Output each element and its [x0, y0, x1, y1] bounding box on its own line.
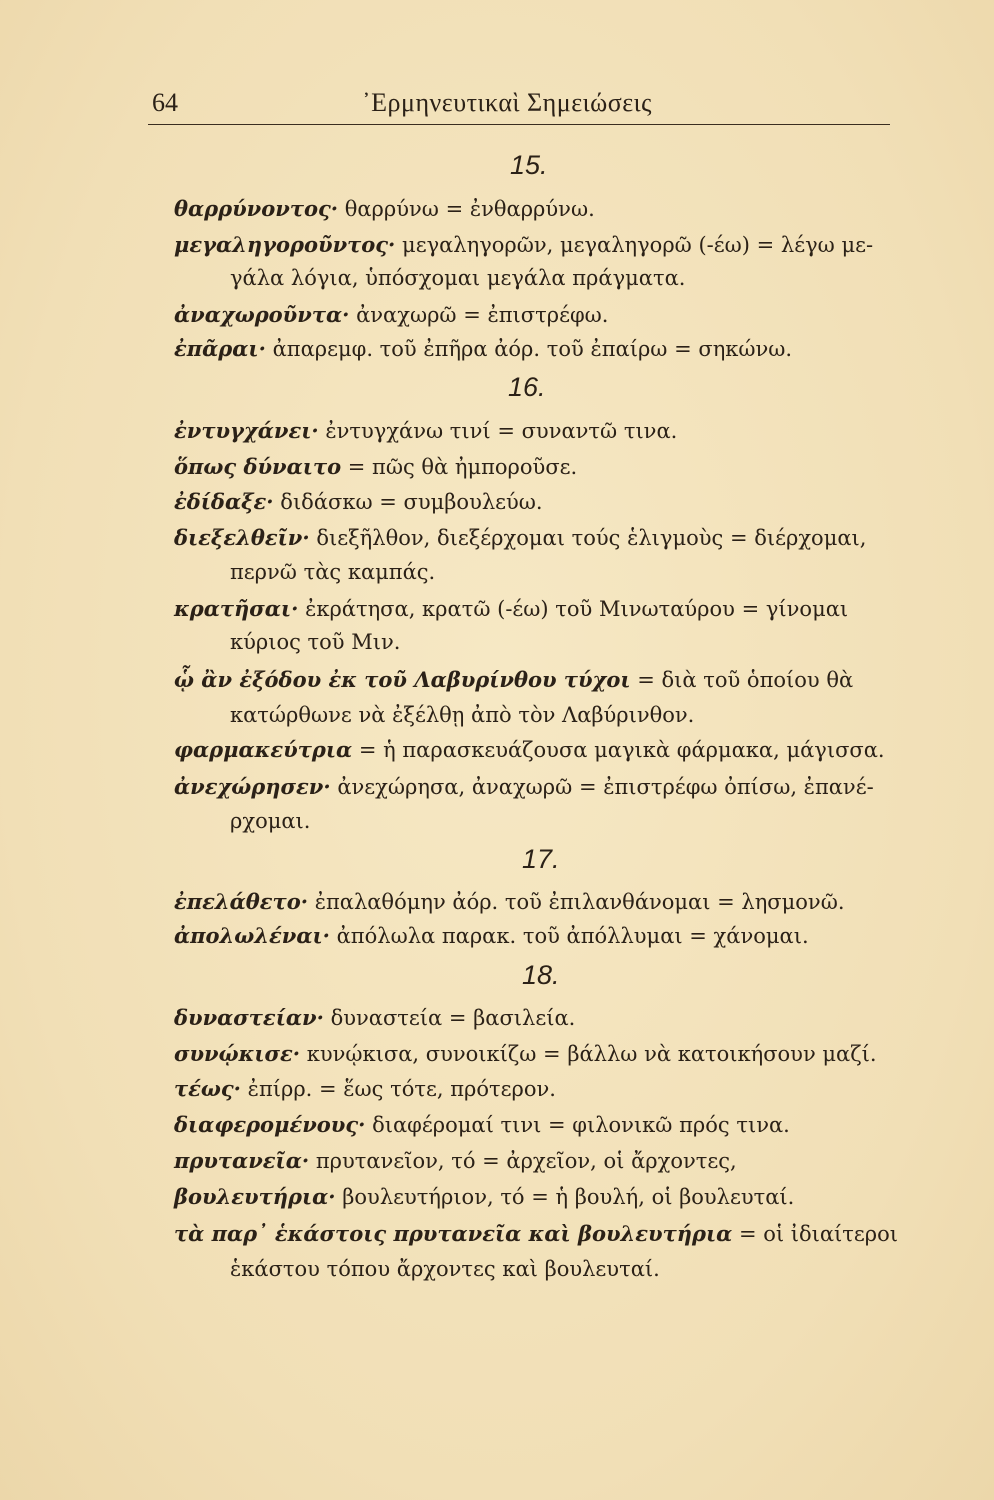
gloss-entry: [174, 1219, 898, 1249]
gloss-entry: [174, 452, 577, 482]
gloss-text: ἀναχωρῶ = ἐπιστρέφω.: [349, 303, 609, 327]
gloss-lemma: τὰ παρ᾿ ἑκάστοις πρυτανεῖα καὶ βουλευτήρια: [174, 1221, 733, 1246]
gloss-continuation: κύριος τοῦ Μιν.: [230, 630, 401, 654]
gloss-text: διεξῆλθον, διεξέρχομαι τούς ἑλιγμοὺς = διέρχομαι,: [309, 526, 867, 550]
page-number: 64: [152, 88, 178, 117]
gloss-continuation: περνῶ τὰς καμπάς.: [230, 560, 436, 584]
gloss-lemma: φαρμακεύτρια: [174, 737, 353, 762]
section-number: 15.: [510, 150, 548, 180]
gloss-lemma: διαφερομένους·: [174, 1112, 366, 1137]
gloss-text: ἐπαλαθόμην ἀόρ. τοῦ ἐπιλανθάνομαι = λησμονῶ.: [308, 890, 845, 914]
gloss-lemma: βουλευτήρια·: [174, 1184, 336, 1209]
gloss-lemma: ἀνεχώρησεν·: [174, 774, 331, 799]
gloss-text: = οἱ ἰδιαίτεροι: [732, 1222, 899, 1246]
gloss-lemma: μεγαληγοροῦντος·: [174, 232, 396, 257]
gloss-text: ἐκράτησα, κρατῶ (-έω) τοῦ Μινωταύρου = γίνομαι: [298, 597, 849, 621]
gloss-entry: [174, 735, 885, 765]
gloss-entry: [174, 194, 595, 224]
gloss-text: πρυτανεῖον, τό = ἀρχεῖον, οἱ ἄρχοντες,: [309, 1149, 737, 1173]
header-rule: [148, 124, 890, 125]
gloss-lemma: ἐντυγχάνει·: [174, 418, 319, 443]
gloss-entry: [174, 416, 677, 446]
gloss-entry: [174, 1003, 575, 1033]
section-number: 17.: [522, 844, 560, 874]
gloss-lemma: ἐδίδαξε·: [174, 489, 274, 514]
gloss-text: = διὰ τοῦ ὁποίου θὰ: [630, 668, 854, 692]
gloss-text: δυναστεία = βασιλεία.: [323, 1006, 576, 1030]
gloss-lemma: κρατῆσαι·: [174, 596, 299, 621]
gloss-lemma: ᾧ ἂν ἐξόδου ἐκ τοῦ Λαβυρίνθου τύχοι: [174, 667, 631, 692]
gloss-entry: [174, 300, 608, 330]
gloss-lemma: ὅπως δύναιτο: [174, 454, 342, 479]
gloss-text: = ἡ παρασκευάζουσα μαγικὰ φάρμακα, μάγισσα.: [352, 738, 885, 762]
gloss-lemma: ἐπελάθετο·: [174, 889, 309, 914]
running-title: ᾿Ερμηνευτικαὶ Σημειώσεις: [362, 88, 652, 117]
gloss-entry: [174, 887, 845, 917]
gloss-lemma: ἀναχωροῦντα·: [174, 302, 350, 327]
gloss-text: θαρρύνω = ἐνθαρρύνω.: [338, 197, 595, 221]
gloss-continuation: κατώρθωνε νὰ ἐξέλθῃ ἀπὸ τὸν Λαβύρινθον.: [230, 703, 695, 727]
gloss-text: ἀπόλωλα παρακ. τοῦ ἀπόλλυμαι = χάνομαι.: [329, 924, 809, 948]
gloss-lemma: ἐπᾶραι·: [174, 336, 266, 361]
gloss-entry: [174, 1039, 877, 1069]
gloss-entry: [174, 487, 543, 517]
gloss-continuation: γάλα λόγια, ὑπόσχομαι μεγάλα πράγματα.: [230, 266, 686, 290]
gloss-text: ἐντυγχάνω τινί = συναντῶ τινα.: [318, 419, 678, 443]
gloss-entry: [174, 772, 874, 802]
gloss-text: διδάσκω = συμβουλεύω.: [273, 490, 543, 514]
gloss-entry: [174, 594, 848, 624]
gloss-text: = πῶς θὰ ἠμποροῦσε.: [341, 455, 578, 479]
gloss-lemma: συνῴκισε·: [174, 1041, 301, 1066]
gloss-entry: [174, 1182, 794, 1212]
gloss-entry: [174, 334, 792, 364]
gloss-text: διαφέρομαί τινι = φιλονικῶ πρός τινα.: [365, 1113, 790, 1137]
gloss-text: ἐπίρρ. = ἕως τότε, πρότερον.: [241, 1077, 556, 1101]
gloss-entry: [174, 665, 853, 695]
gloss-entry: [174, 1110, 790, 1140]
gloss-text: ἀνεχώρησα, ἀναχωρῶ = ἐπιστρέφω ὀπίσω, ἐπανέ-: [330, 775, 874, 799]
gloss-text: ἀπαρεμφ. τοῦ ἐπῆρα ἀόρ. τοῦ ἐπαίρω = σηκώνω.: [265, 337, 793, 361]
gloss-text: κυνῴκισα, συνοικίζω = βάλλω νὰ κατοικήσουν μαζί.: [300, 1042, 877, 1066]
section-number: 16.: [508, 372, 546, 402]
gloss-text: μεγαληγορῶν, μεγαληγορῶ (-έω) = λέγω με-: [395, 233, 874, 257]
gloss-lemma: διεξελθεῖν·: [174, 525, 310, 550]
gloss-entry: [174, 921, 809, 951]
gloss-lemma: τέως·: [174, 1076, 241, 1101]
section-number: 18.: [522, 960, 560, 990]
gloss-entry: [174, 1074, 556, 1104]
gloss-text: βουλευτήριον, τό = ἡ βουλή, οἱ βουλευταί.: [335, 1185, 795, 1209]
gloss-lemma: θαρρύνοντος·: [174, 196, 339, 221]
gloss-entry: [174, 1146, 737, 1176]
gloss-continuation: ἑκάστου τόπου ἄρχοντες καὶ βουλευταί.: [230, 1257, 660, 1281]
gloss-lemma: δυναστείαν·: [174, 1005, 324, 1030]
gloss-entry: [174, 230, 873, 260]
gloss-entry: [174, 523, 866, 553]
gloss-continuation: ρχομαι.: [230, 809, 311, 833]
gloss-lemma: πρυτανεῖα·: [174, 1148, 310, 1173]
gloss-lemma: ἀπολωλέναι·: [174, 923, 330, 948]
